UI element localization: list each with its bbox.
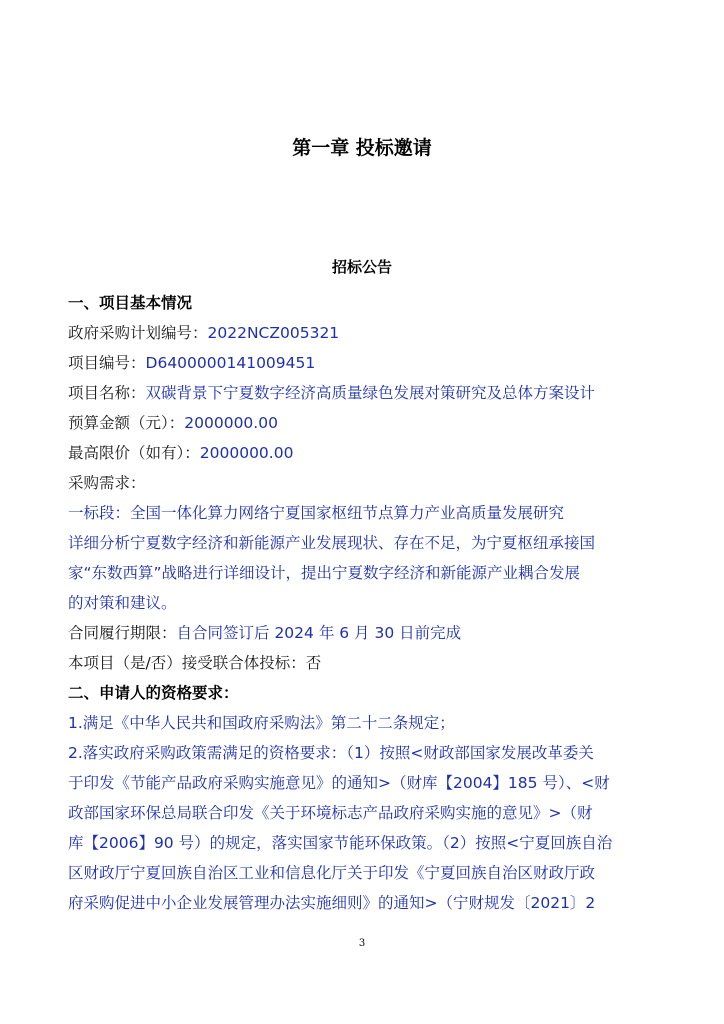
plan-number-label: 政府采购计划编号： (68, 324, 208, 342)
contract-period-value: 自合同签订后 2024 年 6 月 30 日前完成 (176, 624, 462, 642)
plan-number-value: 2022NCZ005321 (207, 324, 340, 342)
consortium-label: 本项目（是/否）接受联合体投标： (68, 654, 306, 672)
lot1-desc-line: 详细分析宁夏数字经济和新能源产业发展现状、存在不足，为宁夏枢纽承接国 (68, 534, 596, 552)
budget-value: 2000000.00 (184, 414, 278, 432)
qualification-line: 府采购促进中小企业发展管理办法实施细则》的通知>（宁财规发〔2021〕2 (68, 894, 596, 912)
contract-period-label: 合同履行期限： (68, 624, 177, 642)
demand-label: 采购需求： (68, 474, 146, 492)
document-body (68, 288, 648, 918)
qualification-line: 区财政厅宁夏回族自治区工业和信息化厅关于印发《宁夏回族自治区财政厅政 (68, 864, 596, 882)
consortium-row (68, 648, 648, 678)
max-price-value: 2000000.00 (199, 444, 294, 462)
qualification-line: 库【2006】90 号）的规定，落实国家节能环保政策。（2）按照<宁夏回族自治 (68, 834, 613, 852)
section-heading-qualifications: 二、申请人的资格要求： (68, 684, 239, 702)
chapter-title: 第一章 投标邀请 (292, 137, 432, 159)
budget-row (68, 408, 648, 438)
project-number-row (68, 348, 648, 378)
lot1-desc-line: 的对策和建议。 (68, 594, 177, 612)
qualification-line: 于印发《节能产品政府采购实施意见》的通知>（财库【2004】185 号）、<财 (68, 774, 610, 792)
max-price-row (68, 438, 648, 468)
contract-period-row (68, 618, 648, 648)
page-number: 3 (358, 938, 366, 949)
budget-label: 预算金额（元）： (68, 414, 185, 432)
project-name-label: 项目名称： (68, 384, 146, 402)
consortium-value: 否 (305, 654, 322, 672)
section-heading-basic-info: 一、项目基本情况 (68, 294, 193, 312)
qualification-line: 政部国家环保总局联合印发《关于环境标志产品政府采购实施的意见》>（财 (68, 804, 593, 822)
project-name-row (68, 378, 648, 408)
qualification-line: 2.落实政府采购政策需满足的资格要求：（1）按照<财政部国家发展改革委关 (68, 744, 594, 762)
project-number-label: 项目编号： (68, 354, 146, 372)
plan-number-row (68, 318, 648, 348)
project-number-value: D6400000141009451 (145, 354, 316, 372)
project-name-value: 双碳背景下宁夏数字经济高质量绿色发展对策研究及总体方案设计 (145, 384, 596, 402)
max-price-label: 最高限价（如有）： (68, 444, 200, 462)
lot1-title: 一标段：全国一体化算力网络宁夏国家枢纽节点算力产业高质量发展研究 (68, 504, 565, 522)
lot1-desc-line: 家“东数西算”战略进行详细设计，提出宁夏数字经济和新能源产业耦合发展 (68, 564, 581, 582)
notice-title: 招标公告 (331, 258, 392, 276)
qualification-line: 1.满足《中华人民共和国政府采购法》第二十二条规定； (68, 714, 455, 732)
